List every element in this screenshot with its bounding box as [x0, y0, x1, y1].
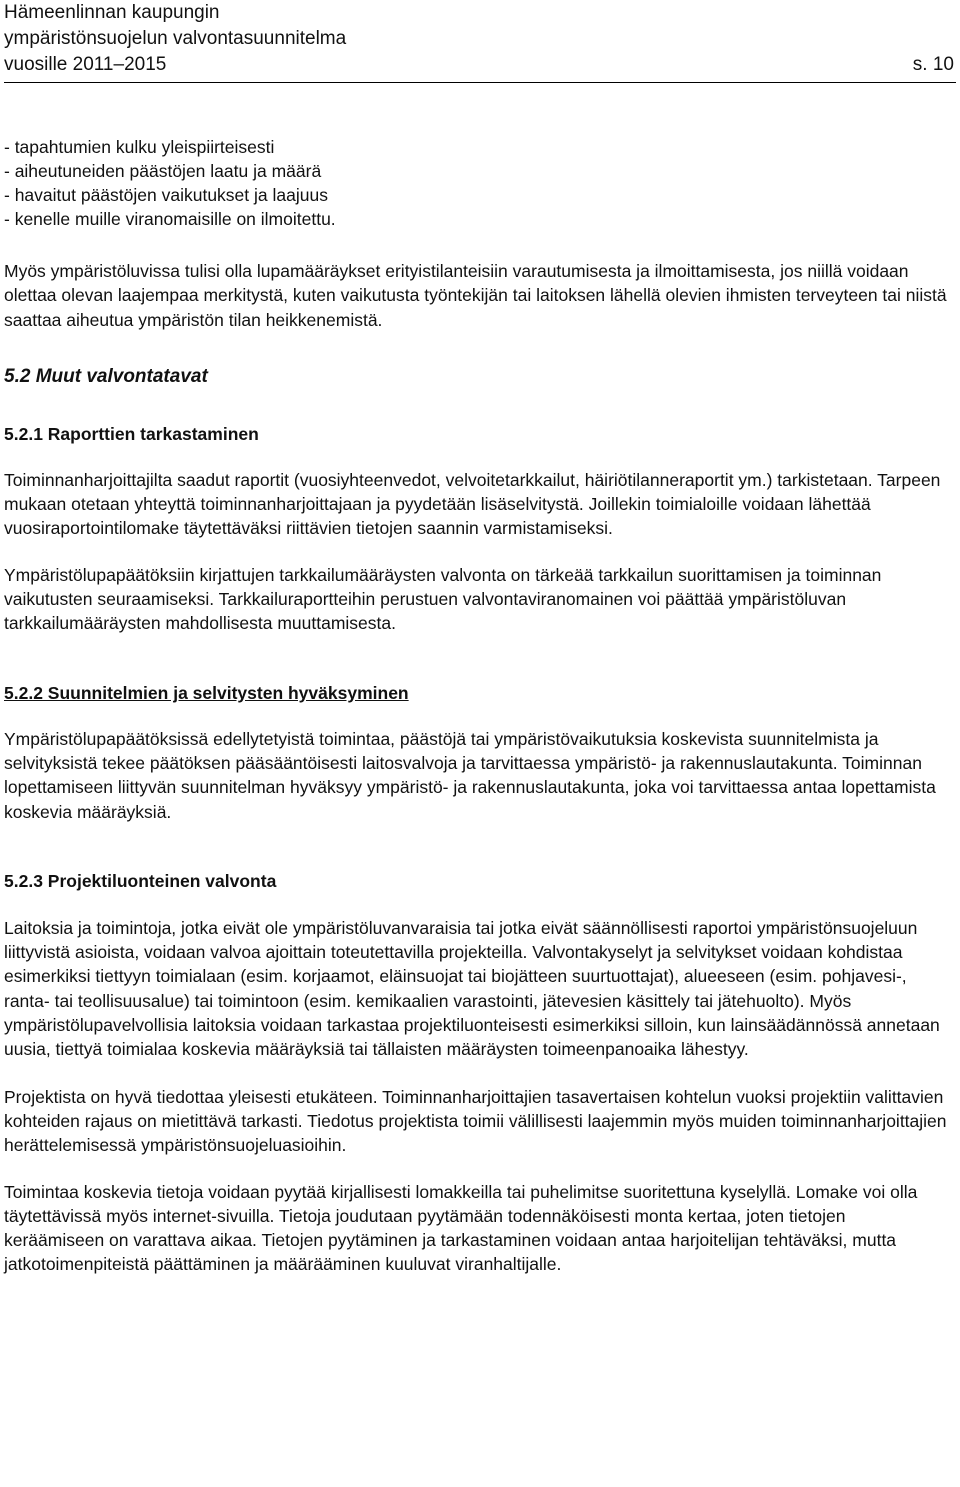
paragraph: Ympäristölupapäätöksiin kirjattujen tarkkailumääräysten valvonta on tärkeää tarkkailun suorittamisen ja toiminnan vaikutusten seuraamiseksi. Tarkkailuraportteihin perustuen valvontaviranomainen voi päättää ympäristöluvan tarkkailumääräysten mahdollisesta muuttamisesta. — [4, 564, 882, 634]
list-item: - aiheutuneiden päästöjen laatu ja määrä — [4, 161, 322, 181]
subsection-heading-plans: 5.2.2 Suunnitelmien ja selvitysten hyväksyminen — [4, 682, 409, 703]
paragraph: Toiminnanharjoittajilta saadut raportit (vuosiyhteenvedot, velvoitetarkkailut, häiriötilanneraportit ym.) tarkistetaan. Tarpeen mukaan otetaan yhteyttä toiminnanharjoittajaan ja pyydetään lisäselvitystä. Joillekin toimialoille voidaan lähettää vuosiraportointilomake täytettäväksi riittävien tietojen saannin varmistamiseksi. — [4, 469, 941, 539]
page-number: s. 10 — [912, 54, 954, 75]
intro-paragraph: Myös ympäristöluvissa tulisi olla lupamääräykset erityistilanteisiin varautumisesta ja ilmoittamisesta, jos niillä voidaan olettaa olevan laajempaa merkitystä, kuten vaikutusta työntekijän tai laitoksen lähellä olevien ihmisten terveyteen tai niistä saattaa aiheutua ympäristön tilan heikkenemistä. — [4, 261, 947, 330]
header-organization: Hämeenlinnan kaupungin — [4, 2, 220, 23]
paragraph: Toimintaa koskevia tietoja voidaan pyytää kirjallisesti lomakkeilla tai puhelimitse suoritettuna kyselyllä. Lomake voi olla täytettävissä myös internet-sivuilla. Tietoja joudutaan pyytämään todennäköisesti monta kertaa, joten tietojen keräämiseen on varattava aikaa. Tietojen pyytäminen ja tarkastaminen voidaan antaa harjoitelijan tehtäväksi, mutta jatkotoimenpiteistä päättäminen ja määrääminen kuuluvat viranhaltijalle. — [4, 1181, 918, 1275]
list-item: - havaitut päästöjen vaikutukset ja laajuus — [4, 185, 328, 205]
paragraph: Laitoksia ja toimintoja, jotka eivät ole ympäristöluvanvaraisia tai jotka eivät säännöllisesti raportoi ympäristönsuojeluun liittyvistä asioista, voidaan valvoa ajoittain toteutettavilla projekteilla. Valvontakyselyt ja selvitykset voidaan kohdistaa esimerkiksi tiettyyn toimialaan (esim. korjaamot, eläinsuojat tai biojätteen suurtuottajat), alueeseen (esim. pohjavesi-, ranta- tai teollisuusalue) tai toimintoon (esim. kemikaalien varastointi, jätevesien käsittely tai jätehuolto). Myös ympäristölupavelvollisia laitoksia voidaan tarkastaa projektiluonteisesti esimerkiksi silloin, kun lainsäädännössä annetaan uusia, tiettyä toimialaa koskevia määräyksiä tai tällaisten määräysten toimeenpanoaika lähestyy. — [4, 917, 940, 1060]
page-header — [4, 0, 956, 78]
document-body — [4, 135, 950, 1277]
list-item: - tapahtumien kulku yleispiirteisesti — [4, 137, 275, 157]
header-period: vuosille 2011–2015 — [4, 54, 167, 75]
subsection-heading-reports: 5.2.1 Raporttien tarkastaminen — [4, 423, 259, 444]
header-row — [4, 52, 956, 78]
paragraph: Ympäristölupapäätöksissä edellytetyistä toimintaa, päästöjä tai ympäristövaikutuksia koskevista suunnitelmista ja selvityksistä tekee päätöksen pääsääntöisesti laitosvalvoja ja tarvittaessa ympäristö- ja rakennuslautakunta. Toiminnan lopettamiseen liittyvän suunnitelman hyväksyy ympäristö- ja rakennuslautakunta, joka voi tarvittaessa antaa lopettamista koskevia määräyksiä. — [4, 728, 936, 822]
notification-list — [4, 135, 950, 231]
header-divider — [4, 82, 956, 83]
subsection-heading-projects: 5.2.3 Projektiluonteinen valvonta — [4, 870, 277, 891]
list-item: - kenelle muille viranomaisille on ilmoitettu. — [4, 209, 336, 229]
header-document-title: ympäristönsuojelun valvontasuunnitelma — [4, 28, 347, 49]
paragraph: Projektista on hyvä tiedottaa yleisesti etukäteen. Toiminnanharjoittajien tasavertaisen kohtelun vuoksi projektiin valittavien kohteiden rajaus on mietittävä tarkasti. Tiedotus projektista toimii välillisesti laajemmin myös muiden toiminnanharjoittajien herättelemisessä ympäristönsuojeluasioihin. — [4, 1086, 947, 1156]
section-heading: 5.2 Muut valvontatavat — [4, 365, 208, 387]
